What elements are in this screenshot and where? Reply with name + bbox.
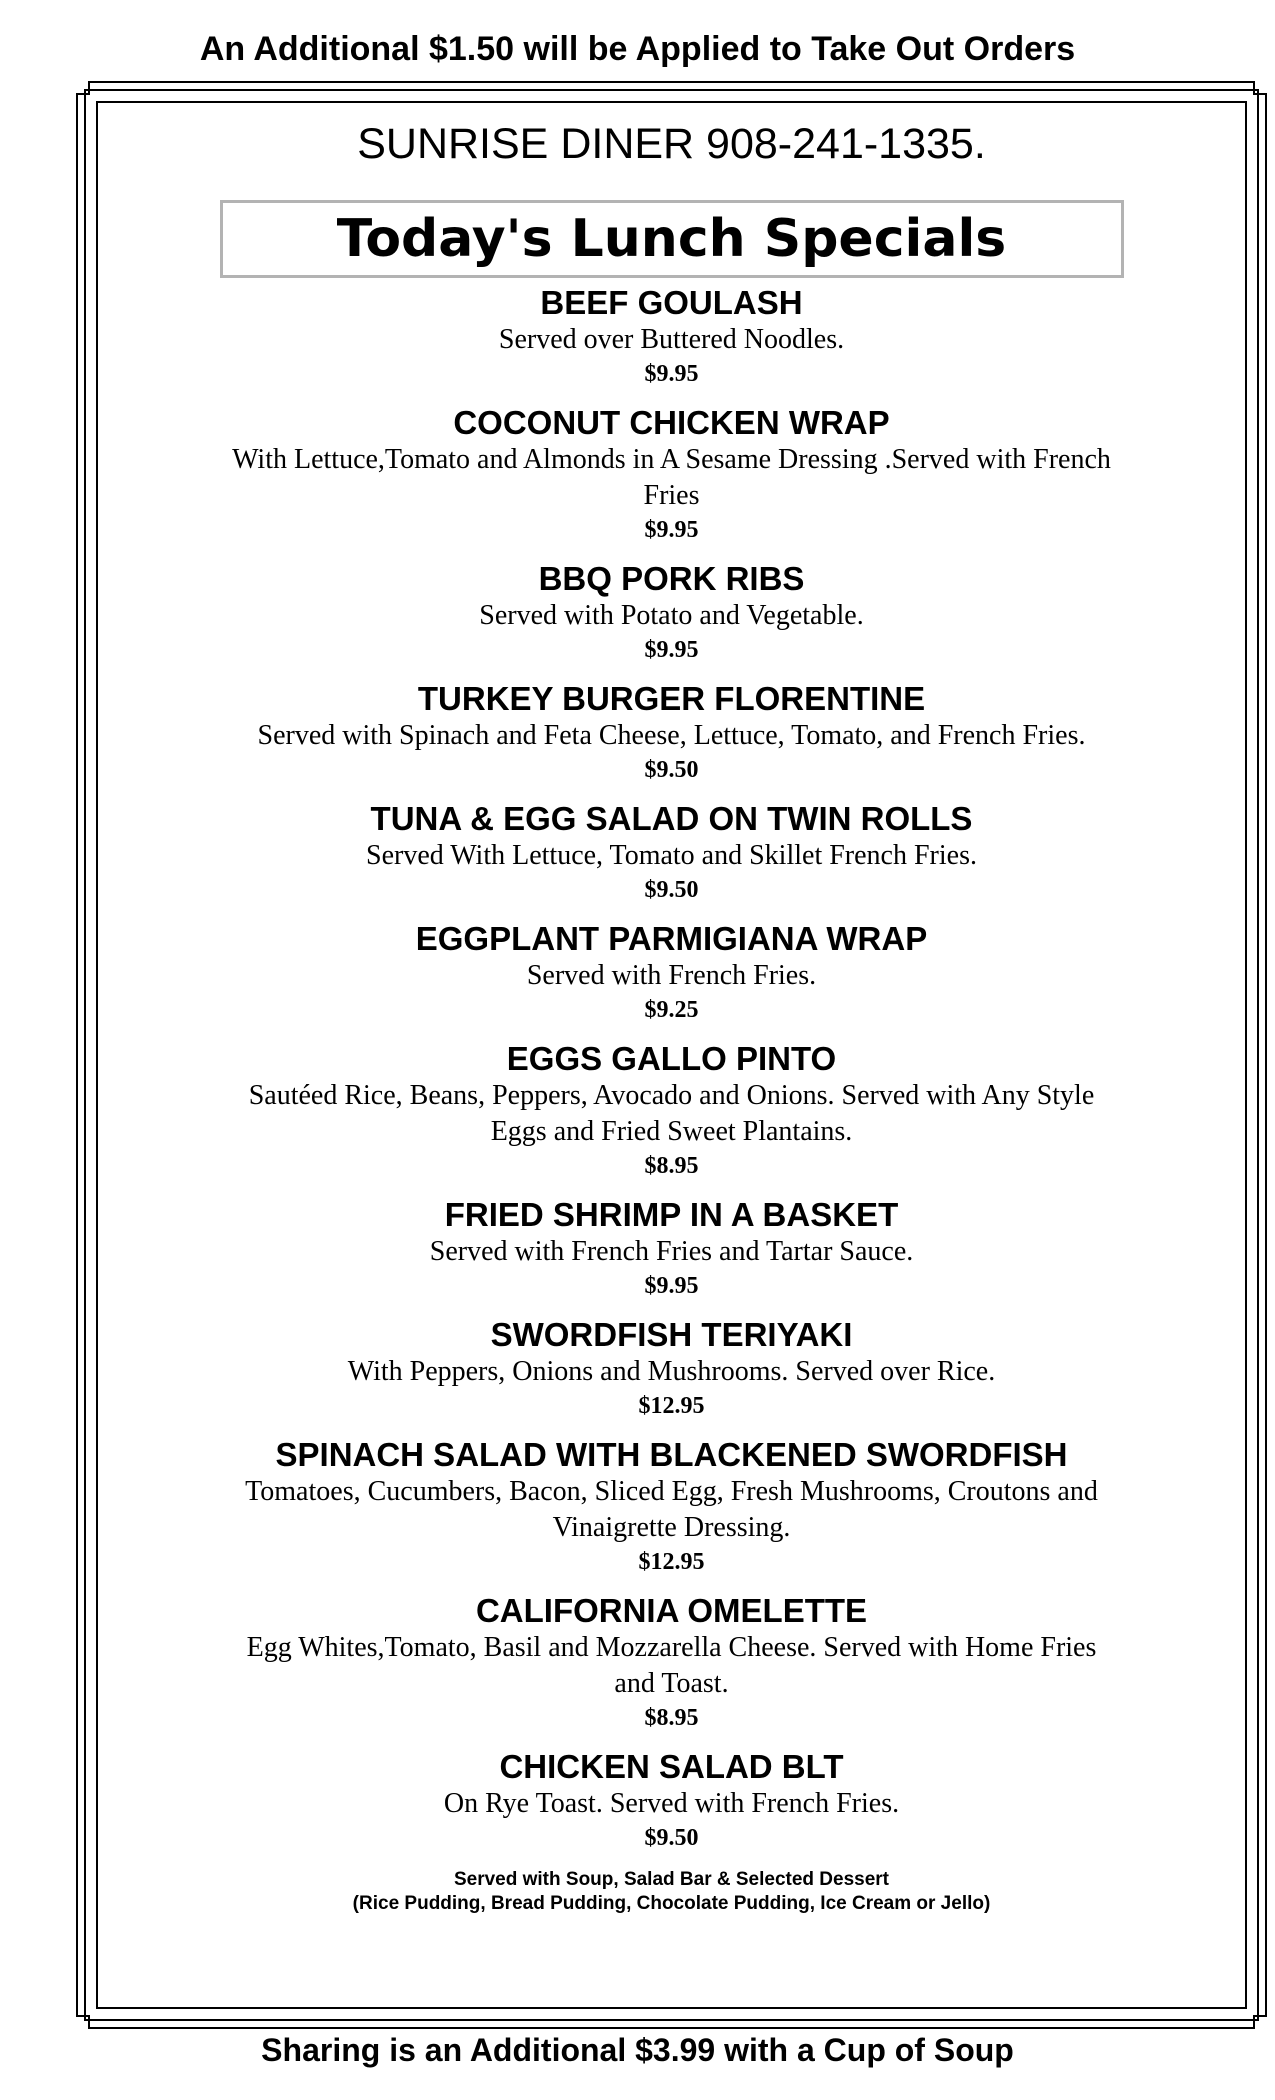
- menu-item-name: TURKEY BURGER FLORENTINE: [417, 680, 926, 717]
- menu-item-price: $9.50: [644, 1825, 699, 1851]
- menu-item: [100, 1316, 1243, 1422]
- menu-item: [100, 1748, 1243, 1854]
- specials-heading: Today's Lunch Specials: [220, 200, 1124, 278]
- menu-item-name: CALIFORNIA OMELETTE: [475, 1592, 868, 1629]
- menu-item-price: $12.95: [638, 1393, 705, 1419]
- menu-item: [100, 920, 1243, 1026]
- menu-item-price: $8.95: [644, 1705, 699, 1731]
- menu-items: [100, 284, 1243, 1854]
- menu-item-description: Egg Whites,Tomato, Basil and Mozzarella Cheese. Served with Home Fries and Toast.: [246, 1632, 1097, 1699]
- menu-item-name: COCONUT CHICKEN WRAP: [453, 404, 890, 441]
- menu-item-price: $9.95: [644, 361, 699, 387]
- footer-note-line-2: (Rice Pudding, Bread Pudding, Chocolate Pudding, Ice Cream or Jello): [352, 1893, 991, 1914]
- menu-item-description: Served with Spinach and Feta Cheese, Lettuce, Tomato, and French Fries.: [257, 720, 1086, 751]
- menu-item-price: $9.95: [644, 517, 699, 543]
- menu-item: [100, 1040, 1243, 1182]
- menu-item: [100, 404, 1243, 546]
- menu-item-name: FRIED SHRIMP IN A BASKET: [444, 1196, 899, 1233]
- menu-item-description: On Rye Toast. Served with French Fries.: [443, 1788, 900, 1819]
- menu-item: [100, 800, 1243, 906]
- menu-item-price: $12.95: [638, 1549, 705, 1575]
- menu-item: [100, 1592, 1243, 1734]
- menu-item-name: BEEF GOULASH: [540, 284, 803, 321]
- menu-item-description: Served over Buttered Noodles.: [498, 324, 845, 355]
- menu-item-description: Served with Potato and Vegetable.: [479, 600, 864, 631]
- diner-title: SUNRISE DINER 908-241-1335.: [357, 120, 986, 168]
- menu-item-price: $8.95: [644, 1153, 699, 1179]
- menu-item-name: EGGS GALLO PINTO: [506, 1040, 837, 1077]
- footer-note: [100, 1868, 1243, 1916]
- menu-item-description: With Lettuce,Tomato and Almonds in A Sesame Dressing .Served with French Fries: [232, 444, 1111, 511]
- menu-item-price: $9.50: [644, 757, 699, 783]
- menu-item-description: Served With Lettuce, Tomato and Skillet French Fries.: [366, 840, 977, 871]
- menu-item-name: BBQ PORK RIBS: [538, 560, 805, 597]
- menu-item-name: SPINACH SALAD WITH BLACKENED SWORDFISH: [275, 1436, 1068, 1473]
- menu-item-name: CHICKEN SALAD BLT: [499, 1748, 844, 1785]
- menu-item-description: Tomatoes, Cucumbers, Bacon, Sliced Egg, Fresh Mushrooms, Croutons and Vinaigrette Dressing.: [245, 1476, 1098, 1543]
- menu-item: [100, 1196, 1243, 1302]
- menu-item-description: Served with French Fries and Tartar Sauce.: [429, 1236, 914, 1267]
- menu-item-price: $9.25: [644, 997, 699, 1023]
- menu-item: [100, 284, 1243, 390]
- menu-item: [100, 680, 1243, 786]
- menu-item: [100, 560, 1243, 666]
- menu-content: [100, 104, 1243, 1916]
- menu-item-name: TUNA & EGG SALAD ON TWIN ROLLS: [370, 800, 973, 837]
- sharing-notice: Sharing is an Additional $3.99 with a Cup of Soup: [261, 2032, 1014, 2068]
- menu-item-price: $9.95: [644, 1273, 699, 1299]
- menu-item-description: Served with French Fries.: [526, 960, 817, 991]
- menu-item: [100, 1436, 1243, 1578]
- menu-item-description: With Peppers, Onions and Mushrooms. Served over Rice.: [347, 1356, 996, 1387]
- menu-item-price: $9.95: [644, 637, 699, 663]
- takeout-notice: An Additional $1.50 will be Applied to Take Out Orders: [199, 30, 1076, 68]
- footer-note-line-1: Served with Soup, Salad Bar & Selected Dessert: [453, 1869, 890, 1890]
- menu-item-name: SWORDFISH TERIYAKI: [490, 1316, 853, 1353]
- menu-item-description: Sautéed Rice, Beans, Peppers, Avocado and Onions. Served with Any Style Eggs and Fried Sweet Plantains.: [248, 1080, 1095, 1147]
- menu-item-price: $9.50: [644, 877, 699, 903]
- menu-item-name: EGGPLANT PARMIGIANA WRAP: [415, 920, 928, 957]
